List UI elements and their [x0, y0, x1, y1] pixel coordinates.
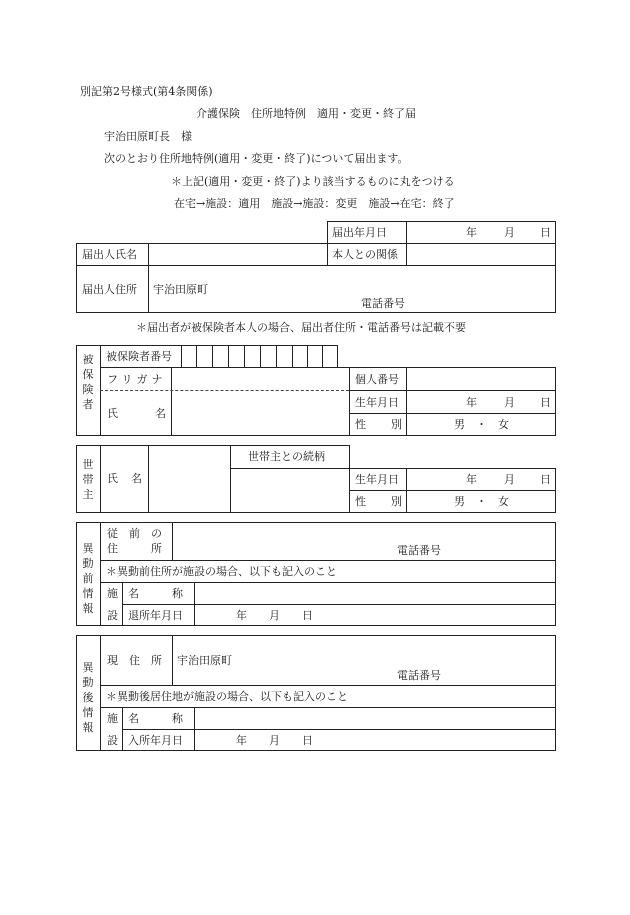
before-move-side-label: 異動前情報 — [82, 542, 94, 615]
notifier-note: ＊届出者が被保険者本人の場合、届出者住所・電話番号は記載不要 — [136, 321, 466, 334]
before-phone-label: 電話番号 — [397, 544, 441, 557]
after-facility-name-label: 名 称 — [128, 712, 183, 725]
insured-birth-label: 生年月日 — [355, 396, 399, 409]
before-facility-name-label: 名 称 — [128, 587, 183, 600]
before-note: ＊異動前住所が施設の場合、以下も記入のこと — [106, 565, 337, 578]
householder-name-label-1: 氏 — [107, 472, 118, 485]
householder-relation-label: 世帯主との続柄 — [248, 450, 325, 463]
insured-sex-label-1: 性 — [355, 418, 366, 431]
householder-birth-day: 日 — [540, 473, 551, 486]
after-phone-label: 電話番号 — [397, 669, 441, 682]
leave-date-label: 退所年月日 — [128, 609, 183, 622]
notifier-town: 宇治田原町 — [153, 283, 208, 296]
relation-label: 本人との関係 — [332, 248, 398, 261]
notifier-address-label: 届出人住所 — [82, 283, 137, 296]
householder-name-label-2: 名 — [131, 472, 142, 485]
insured-birth-year: 年 — [466, 396, 477, 409]
insured-birth-day: 日 — [540, 396, 551, 409]
enter-date-ymd: 年 月 日 — [236, 734, 313, 747]
insured-name-label-1: 氏 — [107, 407, 118, 420]
insured-furigana-label: フリガナ — [107, 373, 167, 386]
enter-date-label: 入所年月日 — [128, 734, 183, 747]
intro-text: 次のとおり住所地特例(適用・変更・終了)について届出ます。 — [104, 152, 409, 165]
prev-address-label-2: 住 所 — [107, 542, 162, 555]
notifier-phone-label: 電話番号 — [361, 297, 405, 310]
after-town: 宇治田原町 — [177, 654, 232, 667]
after-note: ＊異動後居住地が施設の場合、以下も記入のこと — [106, 690, 348, 703]
notifier-name-label: 届出人氏名 — [82, 248, 137, 261]
householder-birth-year: 年 — [466, 473, 477, 486]
after-move-side-label: 異動後情報 — [82, 661, 94, 734]
householder-birth-label: 生年月日 — [355, 473, 399, 486]
before-facility-2: 設 — [107, 609, 118, 622]
insured-birth-month: 月 — [504, 396, 515, 409]
date-day: 日 — [540, 226, 551, 239]
date-label: 届出年月日 — [332, 226, 387, 239]
option-list: 在宅→施設：適用 施設→施設：変更 施設→在宅：終了 — [174, 197, 455, 210]
current-address-label: 現 住 所 — [107, 654, 162, 667]
householder-side-label: 世帯主 — [82, 458, 94, 501]
insured-sex-label-2: 別 — [391, 418, 402, 431]
after-facility-2: 設 — [107, 734, 118, 747]
date-year: 年 — [466, 226, 477, 239]
circle-note: ＊上記(適用・変更・終了)より該当するものに丸をつける — [171, 175, 455, 188]
householder-sex-options: 男 ・ 女 — [454, 495, 509, 508]
insured-number-label: 被保険者番号 — [106, 350, 172, 363]
householder-birth-month: 月 — [504, 473, 515, 486]
householder-sex-label-1: 性 — [355, 495, 366, 508]
date-month: 月 — [504, 226, 515, 239]
insured-sex-options: 男 ・ 女 — [454, 418, 509, 431]
insured-side-label: 被保険者 — [82, 353, 94, 411]
leave-date-ymd: 年 月 日 — [236, 609, 313, 622]
after-facility-1: 施 — [107, 712, 118, 725]
insured-name-label-2: 名 — [155, 407, 166, 420]
prev-address-label-1: 従 前 の — [107, 527, 162, 540]
before-facility-1: 施 — [107, 587, 118, 600]
personal-number-label: 個人番号 — [355, 373, 399, 386]
form-number: 別記第2号様式(第4条関係) — [80, 85, 213, 98]
householder-sex-label-2: 別 — [391, 495, 402, 508]
form-title: 介護保険 住所地特例 適用・変更・終了届 — [196, 107, 416, 120]
addressee: 宇治田原町長 様 — [104, 130, 192, 143]
